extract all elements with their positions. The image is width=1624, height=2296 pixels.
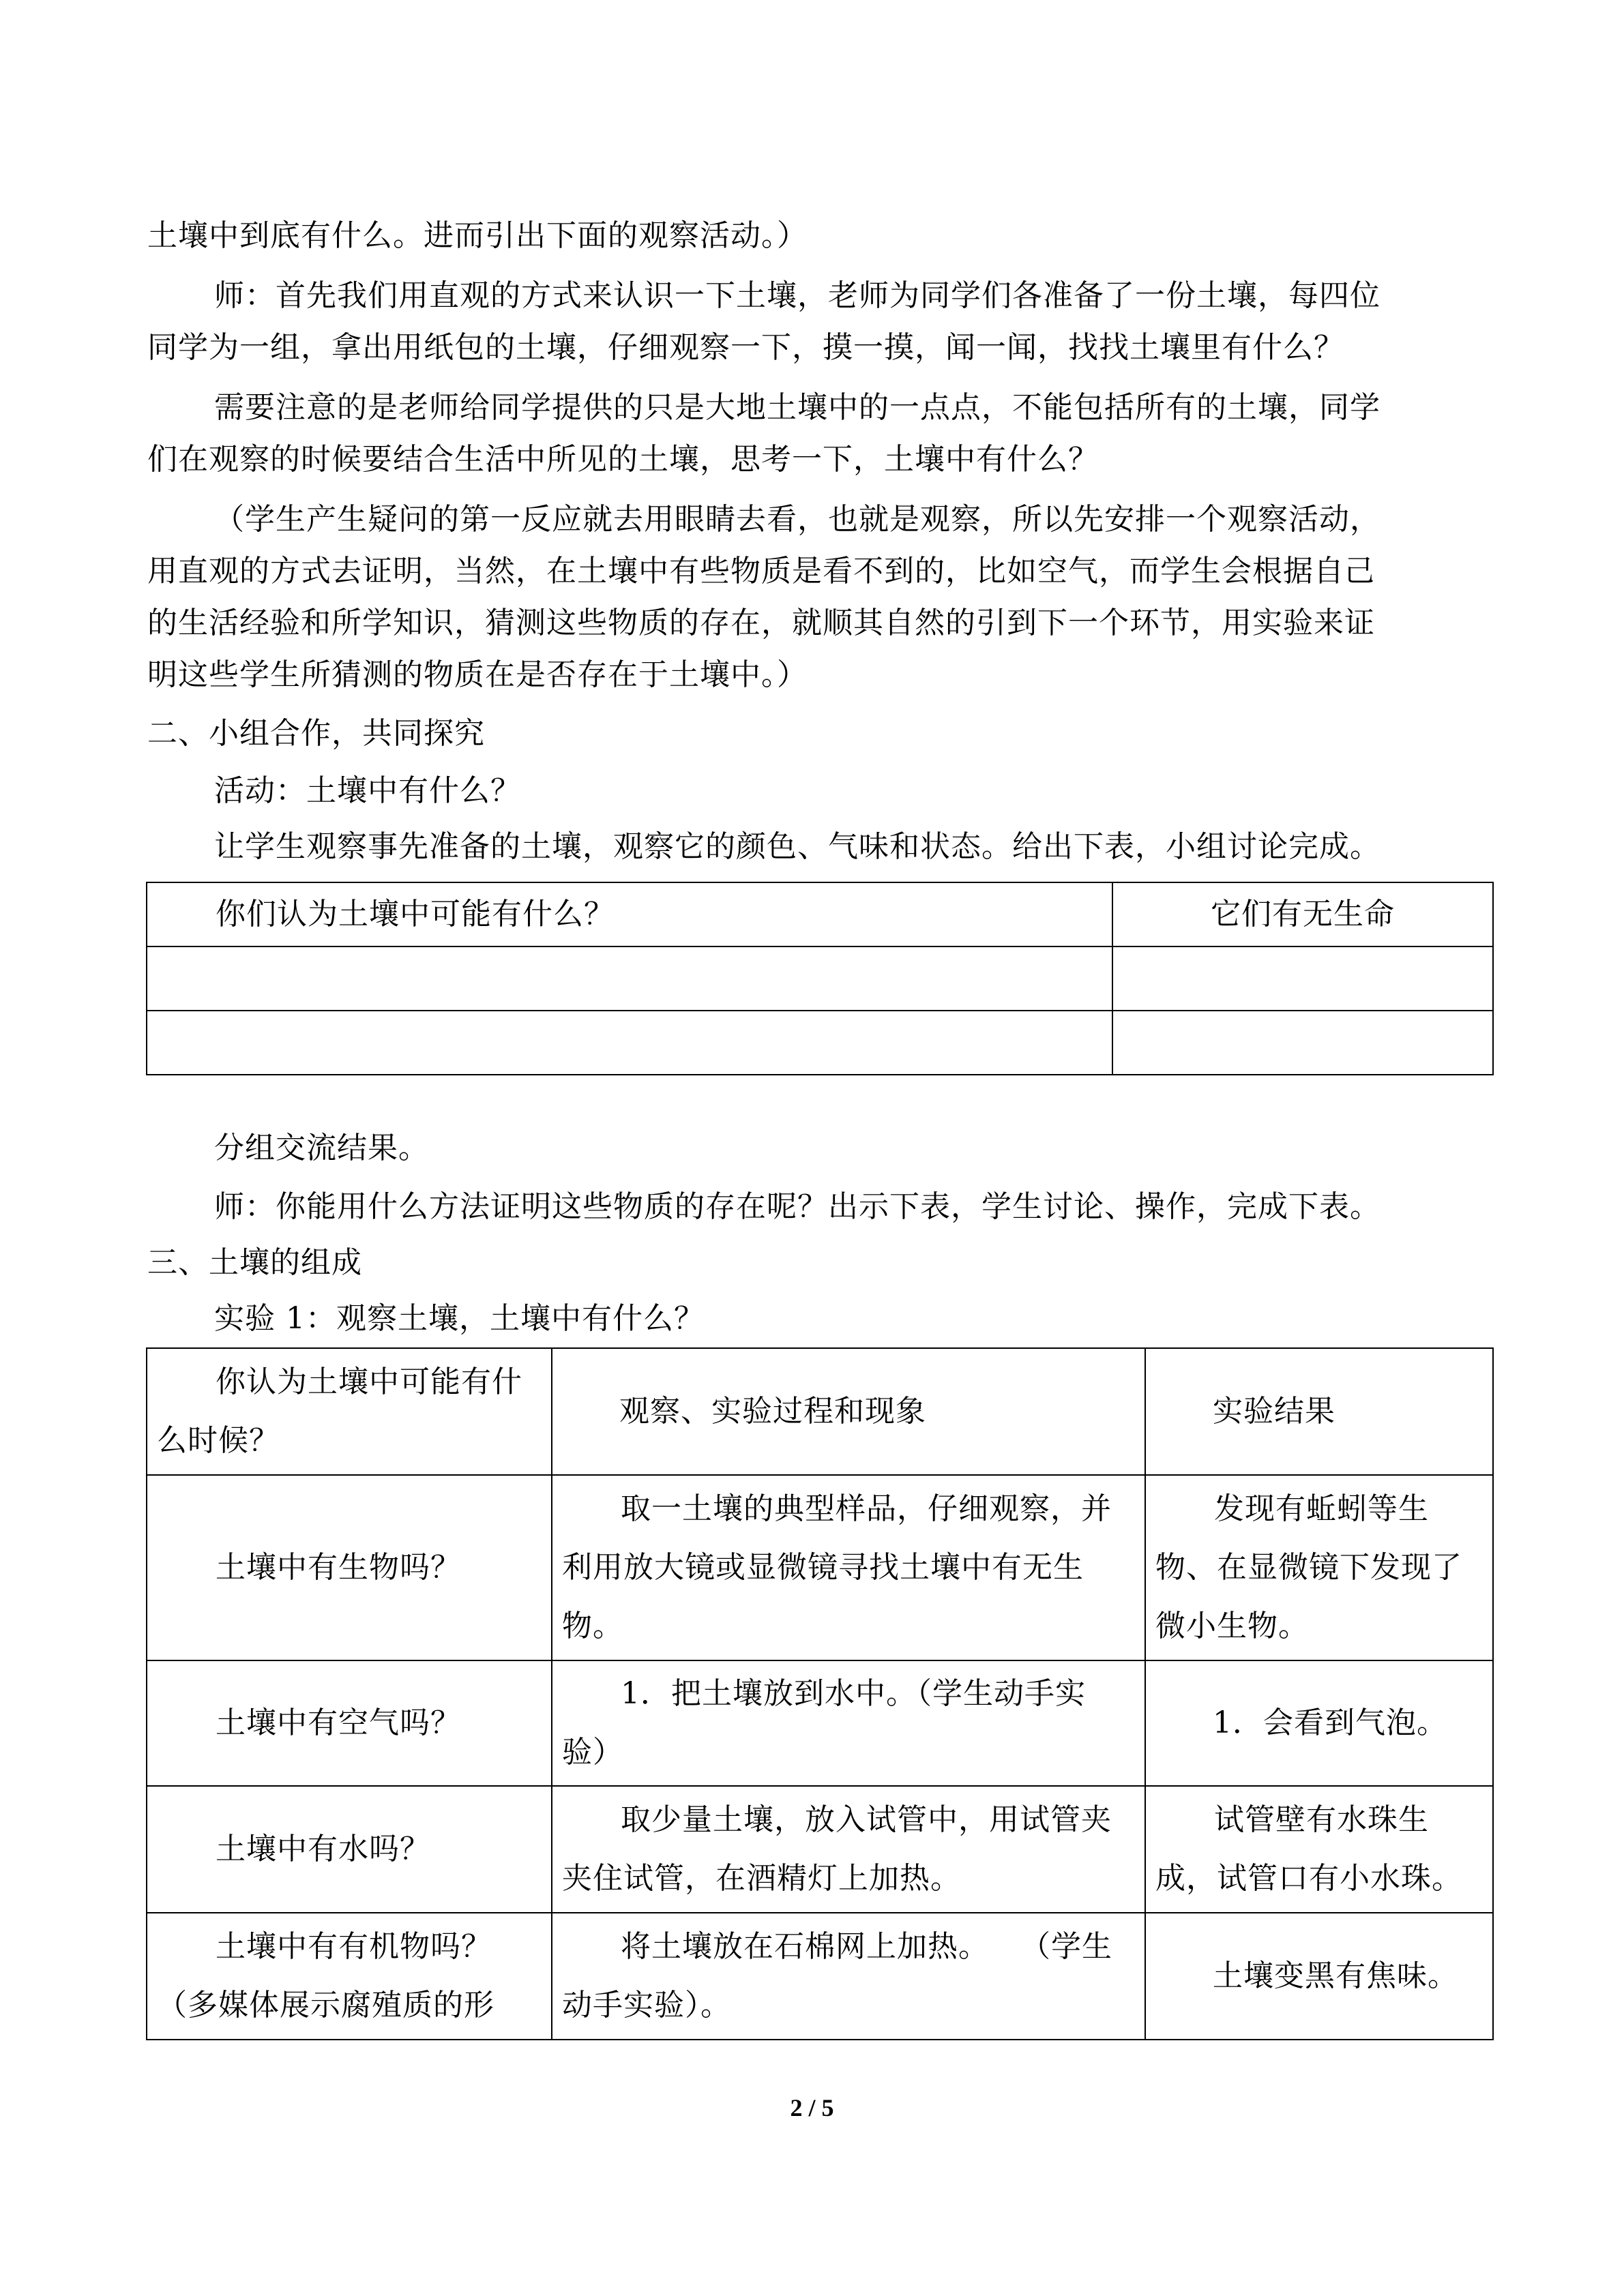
table-row	[147, 882, 1493, 946]
table-cell: 土壤中有生物吗？	[147, 1475, 552, 1660]
exchange-text: 分组交流结果。	[214, 1131, 429, 1165]
table-cell-empty[interactable]	[147, 946, 1112, 1011]
paragraph-comment-line-1: （学生产生疑问的第一反应就去用眼睛去看，也就是观察，所以先安排一个观察活动，	[214, 502, 1381, 537]
paragraph-comment-line-2: 用直观的方式去证明，当然，在土壤中有些物质是看不到的，比如空气，而学生会根据自己	[147, 554, 1375, 588]
cell-line: 利用放大镜或显微镜寻找土壤中有无生	[562, 1550, 1084, 1585]
page-number: 2 / 5	[790, 2094, 834, 2121]
paragraph-teacher-1-line-2: 同学为一组，拿出用纸包的土壤，仔细观察一下，摸一摸，闻一闻，找找土壤里有什么？	[147, 330, 1344, 365]
paragraph-comment-line-4: 明这些学生所猜测的物质在是否存在于土壤中。）	[147, 657, 808, 692]
experiment-table	[146, 1347, 1494, 2040]
cell-line: 验）	[562, 1735, 623, 1770]
table-row	[147, 1475, 1493, 1660]
section-heading-2: 二、小组合作，共同探究	[147, 716, 485, 751]
cell-line: 取少量土壤，放入试管中，用试管夹	[621, 1802, 1112, 1837]
discussion-table	[146, 882, 1494, 1075]
table-row	[147, 946, 1493, 1011]
table-header-cell: 你们认为土壤中可能有什么？	[147, 882, 1112, 946]
table-cell-empty[interactable]	[1112, 1011, 1493, 1075]
activity-instruction: 让学生观察事先准备的土壤，观察它的颜色、气味和状态。给出下表，小组讨论完成。	[214, 829, 1381, 864]
teacher-question: 师：你能用什么方法证明这些物质的存在呢？出示下表，学生讨论、操作，完成下表。	[214, 1189, 1381, 1224]
table-cell	[552, 1913, 1145, 2040]
cell-line: 成，试管口有小水珠。	[1155, 1861, 1462, 1896]
cell-line: 物、在显微镜下发现了	[1155, 1550, 1462, 1585]
table-row	[147, 1913, 1493, 2040]
cell-line: 微小生物。	[1155, 1609, 1309, 1643]
table-cell-empty[interactable]	[1112, 946, 1493, 1011]
activity-title: 活动：土壤中有什么？	[214, 773, 521, 808]
table-row	[147, 1786, 1493, 1913]
table-header-cell: 实验结果	[1145, 1348, 1493, 1475]
paragraph-teacher-1-line-1: 师：首先我们用直观的方式来认识一下土壤，老师为同学们各准备了一份土壤，每四位	[214, 278, 1381, 313]
experiment-title: 实验 1：观察土壤，土壤中有什么？	[214, 1301, 705, 1336]
table-cell: 土壤中有水吗？	[147, 1786, 552, 1913]
paragraph-intro-end: 土壤中到底有什么。进而引出下面的观察活动。）	[147, 218, 808, 253]
cell-line: 动手实验）。	[562, 1988, 731, 2023]
table-cell	[552, 1660, 1145, 1786]
cell-line: （多媒体展示腐殖质的形	[157, 1988, 494, 2023]
table-cell	[147, 1913, 552, 2040]
paragraph-note-line-2: 们在观察的时候要结合生活中所见的土壤，思考一下，土壤中有什么？	[147, 442, 1099, 477]
table-cell: 土壤变黑有焦味。	[1145, 1913, 1493, 2040]
table-row	[147, 1348, 1493, 1475]
cell-line: 1．把土壤放到水中。（学生动手实	[621, 1676, 1086, 1711]
table-header-cell: 观察、实验过程和现象	[552, 1348, 1145, 1475]
paragraph-note-line-1: 需要注意的是老师给同学提供的只是大地土壤中的一点点，不能包括所有的土壤，同学	[214, 390, 1381, 425]
table-header-cell	[147, 1348, 552, 1475]
table-cell	[552, 1475, 1145, 1660]
cell-line: 试管壁有水珠生	[1214, 1802, 1429, 1837]
cell-line: 物。	[562, 1609, 623, 1643]
cell-line: 发现有蚯蚓等生	[1214, 1491, 1429, 1526]
table-cell	[552, 1786, 1145, 1913]
header-line: 你认为土壤中可能有什	[216, 1365, 522, 1399]
cell-line: 将土壤放在石棉网上加热。 （学生	[621, 1929, 1112, 1964]
cell-line: 夹住试管，在酒精灯上加热。	[562, 1861, 961, 1896]
table-cell-empty[interactable]	[147, 1011, 1112, 1075]
header-line: 么时候？	[157, 1423, 280, 1458]
section-heading-3: 三、土壤的组成	[147, 1245, 362, 1280]
table-cell	[1145, 1786, 1493, 1913]
paragraph-comment-line-3: 的生活经验和所学知识，猜测这些物质的存在，就顺其自然的引到下一个环节，用实验来证	[147, 606, 1375, 640]
table-row	[147, 1660, 1493, 1786]
cell-line: 土壤中有有机物吗？	[216, 1929, 492, 1964]
table-row	[147, 1011, 1493, 1075]
table-header-cell: 它们有无生命	[1112, 882, 1493, 946]
table-cell: 土壤中有空气吗？	[147, 1660, 552, 1786]
table-cell	[1145, 1475, 1493, 1660]
cell-line: 取一土壤的典型样品，仔细观察，并	[621, 1491, 1112, 1526]
table-cell: 1．会看到气泡。	[1145, 1660, 1493, 1786]
